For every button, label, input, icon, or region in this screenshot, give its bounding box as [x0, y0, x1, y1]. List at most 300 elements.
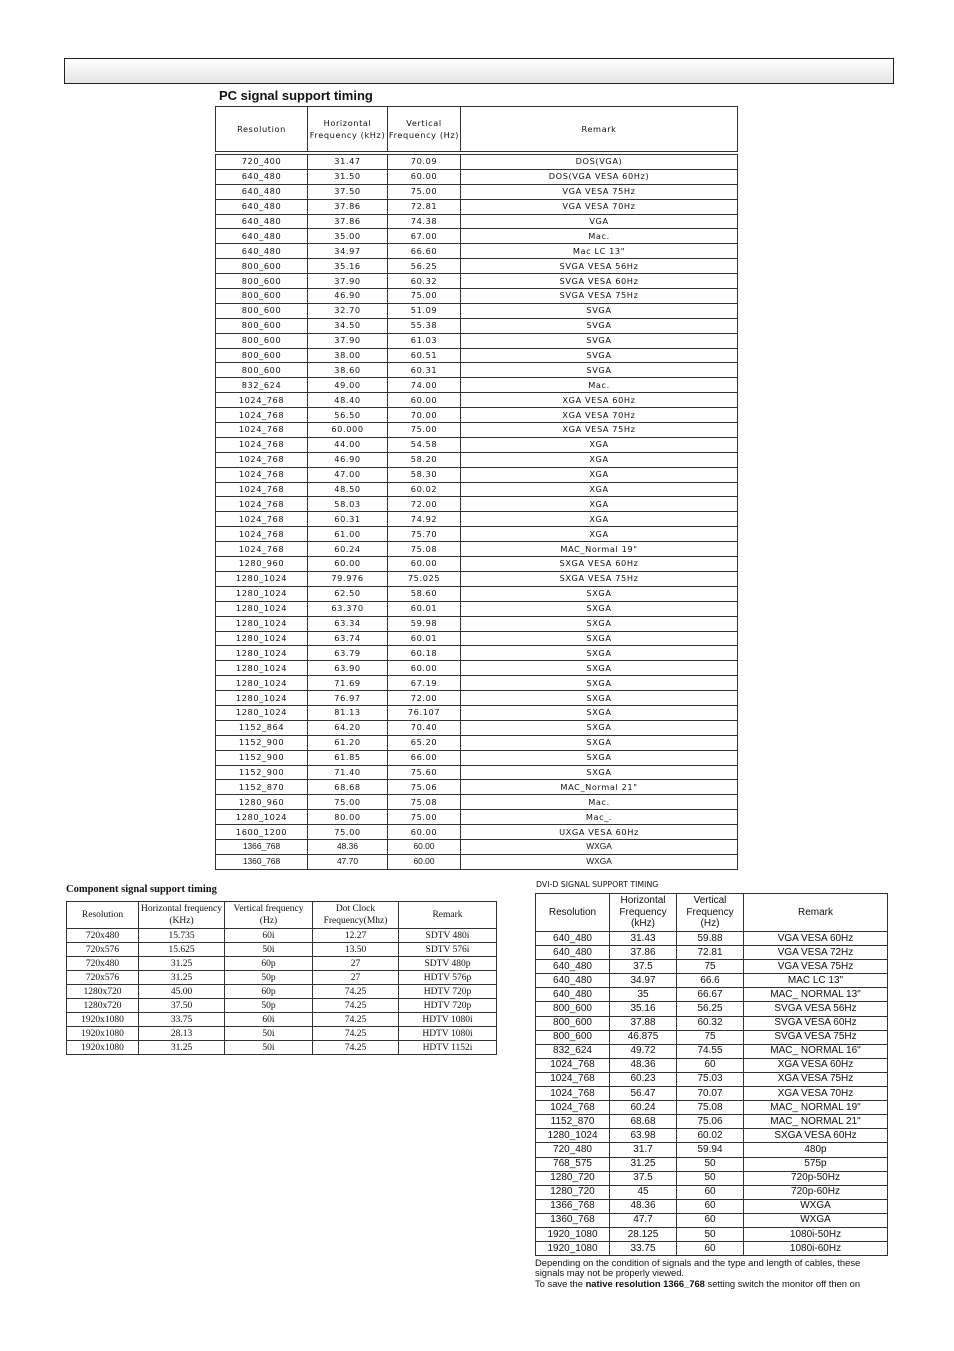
pc-timing-row	[216, 735, 738, 750]
dvi-timing-cell: 800_600	[536, 1030, 610, 1044]
pc-timing-cell: SXGA	[461, 586, 738, 601]
pc-timing-cell: XGA VESA 75Hz	[461, 423, 738, 438]
component-timing-cell: SDTV 576i	[399, 943, 497, 957]
dvi-timing-row	[536, 1157, 888, 1171]
dvi-timing-cell: 75	[677, 1030, 744, 1044]
component-timing-cell: HDTV 720p	[399, 999, 497, 1013]
component-timing-cell: 50i	[225, 1041, 313, 1055]
pc-timing-cell: 72.00	[388, 691, 461, 706]
pc-timing-cell: 75.70	[388, 527, 461, 542]
pc-timing-table	[215, 106, 738, 870]
dvi-timing-cell: 75.03	[677, 1072, 744, 1086]
pc-timing-cell: 58.20	[388, 452, 461, 467]
pc-timing-cell: 58.03	[308, 497, 388, 512]
component-timing-row	[67, 971, 497, 985]
pc-timing-row	[216, 378, 738, 393]
pc-timing-cell: VGA VESA 75Hz	[461, 184, 738, 199]
pc-timing-cell: 60.51	[388, 348, 461, 363]
pc-timing-row	[216, 780, 738, 795]
pc-timing-cell: Mac.	[461, 378, 738, 393]
pc-timing-row	[216, 169, 738, 184]
dvi-timing-row	[536, 988, 888, 1002]
component-timing-cell: 1920x1080	[67, 1027, 139, 1041]
pc-timing-cell: 60.00	[388, 661, 461, 676]
dvi-timing-cell: 46.875	[610, 1030, 677, 1044]
pc-timing-cell: 48.36	[308, 839, 388, 854]
pc-timing-cell: 71.40	[308, 765, 388, 780]
dvi-timing-cell: MAC LC 13"	[744, 974, 888, 988]
pc-timing-cell: 1024_768	[216, 467, 308, 482]
dvi-timing-title: DVI-D SIGNAL SUPPORT TIMING	[536, 880, 659, 889]
dvi-timing-cell: 50	[677, 1227, 744, 1241]
dvi-timing-cell: 75	[677, 960, 744, 974]
pc-timing-cell: 74.38	[388, 214, 461, 229]
pc-timing-row	[216, 348, 738, 363]
pc-timing-row	[216, 482, 738, 497]
pc-timing-cell: WXGA	[461, 854, 738, 869]
component-timing-cell: 50i	[225, 943, 313, 957]
pc-timing-row	[216, 646, 738, 661]
component-timing-cell: 60i	[225, 929, 313, 943]
pc-timing-cell: 37.86	[308, 199, 388, 214]
pc-timing-cell: 67.19	[388, 676, 461, 691]
pc-timing-cell: Mac.	[461, 795, 738, 810]
dvi-timing-cell: MAC_ NORMAL 21"	[744, 1115, 888, 1129]
pc-timing-cell: 640_480	[216, 214, 308, 229]
component-timing-cell: 60i	[225, 1013, 313, 1027]
dvi-timing-cell: 50	[677, 1171, 744, 1185]
dvi-timing-cell: 60	[677, 1185, 744, 1199]
pc-timing-cell: 38.00	[308, 348, 388, 363]
pc-timing-cell: XGA	[461, 467, 738, 482]
pc-timing-cell: 66.00	[388, 750, 461, 765]
dvi-timing-row	[536, 960, 888, 974]
pc-timing-row	[216, 467, 738, 482]
pc-timing-cell: 60.31	[308, 512, 388, 527]
dvi-header-resolution: Resolution	[536, 894, 610, 932]
pc-timing-cell: VGA	[461, 214, 738, 229]
pc-timing-cell: 70.09	[388, 155, 461, 170]
pc-timing-row	[216, 318, 738, 333]
pc-timing-cell: 60.00	[388, 825, 461, 840]
component-timing-cell: SDTV 480i	[399, 929, 497, 943]
dvi-timing-cell: 59.94	[677, 1143, 744, 1157]
pc-timing-cell: 35.16	[308, 259, 388, 274]
dvi-timing-cell: 75.06	[677, 1115, 744, 1129]
dvi-timing-row	[536, 1213, 888, 1227]
dvi-timing-cell: 1280_1024	[536, 1129, 610, 1143]
component-timing-cell: 1280x720	[67, 985, 139, 999]
pc-timing-cell: 1280_1024	[216, 676, 308, 691]
pc-timing-cell: 75.08	[388, 795, 461, 810]
dvi-timing-cell: 1920_1080	[536, 1227, 610, 1241]
pc-timing-cell: 61.20	[308, 735, 388, 750]
dvi-timing-row	[536, 932, 888, 946]
dvi-timing-cell: 28.125	[610, 1227, 677, 1241]
pc-timing-cell: 1024_768	[216, 393, 308, 408]
dvi-timing-cell: 60	[677, 1058, 744, 1072]
component-timing-cell: 50i	[225, 1027, 313, 1041]
pc-timing-row	[216, 199, 738, 214]
pc-timing-cell: 1024_768	[216, 482, 308, 497]
pc-timing-cell: 60.32	[388, 274, 461, 289]
component-timing-cell: HDTV 1080i	[399, 1027, 497, 1041]
pc-timing-cell: 75.00	[388, 810, 461, 825]
pc-header-remark: Remark	[461, 107, 738, 152]
pc-timing-row	[216, 839, 738, 854]
pc-timing-row	[216, 155, 738, 170]
component-timing-row	[67, 985, 497, 999]
pc-timing-cell: 800_600	[216, 318, 308, 333]
pc-timing-cell: SVGA	[461, 318, 738, 333]
pc-timing-cell: 76.107	[388, 705, 461, 720]
dvi-timing-cell: 1280_720	[536, 1185, 610, 1199]
dvi-timing-row	[536, 1242, 888, 1256]
pc-timing-cell: 51.09	[388, 303, 461, 318]
dvi-timing-cell: 74.55	[677, 1044, 744, 1058]
pc-timing-cell: 1360_768	[216, 854, 308, 869]
dvi-timing-cell: SVGA VESA 56Hz	[744, 1002, 888, 1016]
pc-timing-cell: 1152_900	[216, 765, 308, 780]
pc-timing-cell: 640_480	[216, 184, 308, 199]
pc-timing-cell: 62.50	[308, 586, 388, 601]
dvi-timing-row	[536, 1016, 888, 1030]
component-timing-cell: 74.25	[313, 1013, 399, 1027]
dvi-timing-cell: 480p	[744, 1143, 888, 1157]
component-timing-cell: 50p	[225, 999, 313, 1013]
pc-timing-cell: 60.18	[388, 646, 461, 661]
dvi-timing-cell: 1152_870	[536, 1115, 610, 1129]
pc-timing-cell: 1280_1024	[216, 646, 308, 661]
pc-timing-cell: 67.00	[388, 229, 461, 244]
pc-timing-cell: 61.85	[308, 750, 388, 765]
pc-timing-cell: 70.00	[388, 408, 461, 423]
component-timing-cell: 27	[313, 971, 399, 985]
pc-timing-row	[216, 363, 738, 378]
dvi-timing-cell: 45	[610, 1185, 677, 1199]
pc-timing-row	[216, 333, 738, 348]
dvi-timing-row	[536, 1199, 888, 1213]
pc-timing-cell: DOS(VGA)	[461, 155, 738, 170]
pc-timing-cell: 75.025	[388, 571, 461, 586]
pc-timing-row	[216, 289, 738, 304]
pc-timing-cell: XGA	[461, 527, 738, 542]
pc-timing-cell: 1600_1200	[216, 825, 308, 840]
component-timing-cell: 31.25	[139, 1041, 225, 1055]
dvi-timing-cell: 60	[677, 1213, 744, 1227]
pc-timing-cell: 800_600	[216, 363, 308, 378]
pc-timing-cell: 1024_768	[216, 437, 308, 452]
pc-timing-cell: SXGA VESA 60Hz	[461, 557, 738, 572]
dvi-timing-cell: 60	[677, 1242, 744, 1256]
dvi-timing-cell: 640_480	[536, 946, 610, 960]
dvi-timing-cell: MAC_ NORMAL 16"	[744, 1044, 888, 1058]
pc-timing-cell: 47.00	[308, 467, 388, 482]
dvi-timing-cell: 1024_768	[536, 1072, 610, 1086]
pc-timing-cell: SXGA	[461, 676, 738, 691]
component-header-resolution: Resolution	[67, 902, 139, 929]
pc-header-horizontal-frequency: Horizontal Frequency (kHz)	[308, 107, 388, 152]
pc-timing-cell: 640_480	[216, 229, 308, 244]
pc-timing-cell: SXGA	[461, 765, 738, 780]
dvi-timing-cell: 575p	[744, 1157, 888, 1171]
pc-timing-row	[216, 408, 738, 423]
dvi-timing-row	[536, 946, 888, 960]
pc-timing-cell: 47.70	[308, 854, 388, 869]
pc-timing-cell: 79.976	[308, 571, 388, 586]
pc-timing-cell: SXGA	[461, 616, 738, 631]
pc-timing-row	[216, 854, 738, 869]
native-resolution-note-bold: native resolution 1366_768	[585, 1278, 705, 1289]
dvi-timing-cell: 47.7	[610, 1213, 677, 1227]
dvi-timing-cell: 31.43	[610, 932, 677, 946]
dvi-timing-cell: 1920_1080	[536, 1242, 610, 1256]
pc-timing-cell: SVGA VESA 75Hz	[461, 289, 738, 304]
pc-timing-cell: Mac_.	[461, 810, 738, 825]
pc-timing-cell: 72.81	[388, 199, 461, 214]
pc-timing-cell: SVGA VESA 56Hz	[461, 259, 738, 274]
dvi-timing-cell: 1366_768	[536, 1199, 610, 1213]
pc-timing-cell: 71.69	[308, 676, 388, 691]
pc-timing-cell: 1280_1024	[216, 691, 308, 706]
pc-timing-cell: 1280_1024	[216, 661, 308, 676]
dvi-timing-cell: 31.25	[610, 1157, 677, 1171]
pc-timing-cell: MAC_Normal 19"	[461, 542, 738, 557]
pc-timing-cell: 76.97	[308, 691, 388, 706]
component-timing-cell: 1920x1080	[67, 1013, 139, 1027]
dvi-timing-cell: 49.72	[610, 1044, 677, 1058]
pc-timing-cell: MAC_Normal 21"	[461, 780, 738, 795]
dvi-timing-cell: 48.36	[610, 1058, 677, 1072]
component-timing-row	[67, 1041, 497, 1055]
pc-timing-cell: 55.38	[388, 318, 461, 333]
pc-timing-row	[216, 631, 738, 646]
pc-timing-cell: 75.00	[388, 423, 461, 438]
pc-timing-cell: 1280_960	[216, 795, 308, 810]
component-timing-cell: 31.25	[139, 957, 225, 971]
pc-timing-cell: 46.90	[308, 289, 388, 304]
pc-timing-cell: 48.50	[308, 482, 388, 497]
pc-timing-cell: 48.40	[308, 393, 388, 408]
pc-timing-cell: 1280_960	[216, 557, 308, 572]
dvi-timing-cell: 800_600	[536, 1002, 610, 1016]
pc-timing-cell: 75.00	[308, 825, 388, 840]
pc-timing-cell: 31.50	[308, 169, 388, 184]
component-timing-cell: 74.25	[313, 985, 399, 999]
pc-timing-row	[216, 393, 738, 408]
pc-timing-cell: 60.000	[308, 423, 388, 438]
component-timing-cell: 1920x1080	[67, 1041, 139, 1055]
pc-timing-cell: 640_480	[216, 199, 308, 214]
pc-timing-cell: 1280_1024	[216, 631, 308, 646]
dvi-timing-cell: 50	[677, 1157, 744, 1171]
dvi-timing-cell: 72.81	[677, 946, 744, 960]
pc-timing-cell: SXGA	[461, 735, 738, 750]
component-timing-cell: 31.25	[139, 971, 225, 985]
pc-timing-row	[216, 512, 738, 527]
pc-timing-cell: SXGA	[461, 750, 738, 765]
component-timing-cell: 60p	[225, 985, 313, 999]
dvi-timing-cell: 60.24	[610, 1101, 677, 1115]
dvi-timing-row	[536, 1002, 888, 1016]
pc-timing-row	[216, 795, 738, 810]
component-timing-cell: 28.13	[139, 1027, 225, 1041]
pc-timing-cell: 1280_1024	[216, 571, 308, 586]
pc-timing-row	[216, 616, 738, 631]
pc-timing-cell: 75.06	[388, 780, 461, 795]
pc-timing-cell: 800_600	[216, 348, 308, 363]
pc-timing-cell: 54.58	[388, 437, 461, 452]
dvi-timing-cell: MAC_ NORMAL 13"	[744, 988, 888, 1002]
dvi-timing-row	[536, 1227, 888, 1241]
pc-timing-row	[216, 586, 738, 601]
pc-timing-cell: Mac.	[461, 229, 738, 244]
pc-timing-row	[216, 825, 738, 840]
pc-timing-cell: SXGA	[461, 720, 738, 735]
pc-timing-cell: 32.70	[308, 303, 388, 318]
pc-timing-cell: XGA VESA 60Hz	[461, 393, 738, 408]
pc-timing-cell: SVGA	[461, 333, 738, 348]
pc-timing-cell: SXGA VESA 75Hz	[461, 571, 738, 586]
pc-timing-cell: SXGA	[461, 705, 738, 720]
pc-timing-cell: SXGA	[461, 631, 738, 646]
pc-timing-cell: 1152_900	[216, 750, 308, 765]
pc-timing-cell: Mac LC 13"	[461, 244, 738, 259]
pc-timing-cell: 1366_768	[216, 839, 308, 854]
pc-timing-cell: 1024_768	[216, 423, 308, 438]
dvi-timing-cell: MAC_ NORMAL 19"	[744, 1101, 888, 1115]
pc-timing-row	[216, 661, 738, 676]
dvi-timing-cell: 720p-60Hz	[744, 1185, 888, 1199]
dvi-timing-row	[536, 1072, 888, 1086]
pc-timing-cell: 75.08	[388, 542, 461, 557]
native-resolution-note-suffix: setting switch the monitor off then on	[704, 1278, 861, 1289]
pc-timing-cell: 640_480	[216, 169, 308, 184]
dvi-timing-row	[536, 1030, 888, 1044]
pc-timing-cell: SVGA	[461, 363, 738, 378]
dvi-timing-cell: WXGA	[744, 1199, 888, 1213]
dvi-timing-cell: 33.75	[610, 1242, 677, 1256]
pc-timing-cell: 60.00	[388, 169, 461, 184]
component-timing-table	[66, 901, 497, 1055]
pc-header-vertical-frequency: Vertical Frequency (Hz)	[388, 107, 461, 152]
dvi-timing-cell: VGA VESA 72Hz	[744, 946, 888, 960]
pc-timing-cell: 31.47	[308, 155, 388, 170]
dvi-timing-cell: 37.5	[610, 1171, 677, 1185]
dvi-timing-cell: 35	[610, 988, 677, 1002]
pc-timing-cell: 60.31	[388, 363, 461, 378]
pc-timing-row	[216, 750, 738, 765]
pc-timing-cell: SXGA	[461, 601, 738, 616]
native-resolution-note	[535, 1279, 887, 1289]
pc-timing-cell: 640_480	[216, 244, 308, 259]
dvi-timing-cell: 31.7	[610, 1143, 677, 1157]
pc-timing-cell: 1280_1024	[216, 810, 308, 825]
pc-timing-cell: 68.68	[308, 780, 388, 795]
dvi-timing-cell: 60.32	[677, 1016, 744, 1030]
component-timing-body	[67, 929, 497, 1055]
pc-timing-cell: 74.92	[388, 512, 461, 527]
component-timing-cell: 15.625	[139, 943, 225, 957]
native-resolution-note-prefix: To save the	[535, 1278, 586, 1289]
pc-timing-cell: 65.20	[388, 735, 461, 750]
component-timing-row	[67, 999, 497, 1013]
dvi-timing-row	[536, 1171, 888, 1185]
dvi-timing-cell: WXGA	[744, 1213, 888, 1227]
pc-timing-cell: SVGA VESA 60Hz	[461, 274, 738, 289]
component-timing-cell: 74.25	[313, 1041, 399, 1055]
pc-timing-cell: 81.13	[308, 705, 388, 720]
pc-timing-row	[216, 259, 738, 274]
dvi-timing-cell: 60.23	[610, 1072, 677, 1086]
pc-timing-cell: SXGA	[461, 661, 738, 676]
dvi-timing-row	[536, 974, 888, 988]
dvi-timing-cell: 34.97	[610, 974, 677, 988]
pc-timing-cell: 58.30	[388, 467, 461, 482]
pc-timing-cell: VGA VESA 70Hz	[461, 199, 738, 214]
pc-timing-row	[216, 274, 738, 289]
pc-timing-row	[216, 229, 738, 244]
pc-timing-cell: 63.34	[308, 616, 388, 631]
dvi-timing-cell: 720p-50Hz	[744, 1171, 888, 1185]
pc-timing-cell: 1152_864	[216, 720, 308, 735]
dvi-timing-cell: 56.47	[610, 1087, 677, 1101]
dvi-timing-cell: 37.86	[610, 946, 677, 960]
pc-timing-cell: 60.02	[388, 482, 461, 497]
dvi-timing-row	[536, 1129, 888, 1143]
dvi-timing-table	[535, 893, 888, 1256]
component-timing-cell: 1280x720	[67, 999, 139, 1013]
pc-timing-cell: 66.60	[388, 244, 461, 259]
pc-timing-row	[216, 720, 738, 735]
dvi-timing-cell: 768_575	[536, 1157, 610, 1171]
component-timing-cell: 720x480	[67, 929, 139, 943]
component-timing-cell: 27	[313, 957, 399, 971]
component-timing-cell: HDTV 1080i	[399, 1013, 497, 1027]
pc-timing-cell: 800_600	[216, 303, 308, 318]
dvi-timing-cell: 1360_768	[536, 1213, 610, 1227]
pc-timing-cell: 34.50	[308, 318, 388, 333]
component-timing-cell: HDTV 576p	[399, 971, 497, 985]
component-timing-cell: 37.50	[139, 999, 225, 1013]
pc-timing-row	[216, 214, 738, 229]
dvi-timing-cell: 1024_768	[536, 1058, 610, 1072]
pc-timing-cell: 800_600	[216, 289, 308, 304]
pc-header-resolution: Resolution	[216, 107, 308, 152]
pc-timing-row	[216, 691, 738, 706]
dvi-timing-cell: 70.07	[677, 1087, 744, 1101]
pc-timing-cell: 1280_1024	[216, 586, 308, 601]
pc-timing-cell: 64.20	[308, 720, 388, 735]
dvi-header-remark: Remark	[744, 894, 888, 932]
dvi-timing-cell: 1280_720	[536, 1171, 610, 1185]
pc-timing-cell: 75.60	[388, 765, 461, 780]
dvi-timing-cell: SVGA VESA 75Hz	[744, 1030, 888, 1044]
dvi-timing-cell: 640_480	[536, 932, 610, 946]
pc-timing-cell: 60.01	[388, 631, 461, 646]
pc-timing-cell: 60.00	[388, 854, 461, 869]
pc-timing-cell: 1024_768	[216, 497, 308, 512]
pc-timing-cell: 63.74	[308, 631, 388, 646]
pc-timing-cell: SVGA	[461, 348, 738, 363]
pc-timing-cell: XGA	[461, 512, 738, 527]
pc-timing-cell: 60.00	[388, 393, 461, 408]
pc-timing-cell: 75.00	[388, 184, 461, 199]
dvi-timing-cell: 37.88	[610, 1016, 677, 1030]
pc-timing-row	[216, 437, 738, 452]
pc-timing-cell: 60.00	[388, 839, 461, 854]
pc-timing-cell: 800_600	[216, 274, 308, 289]
